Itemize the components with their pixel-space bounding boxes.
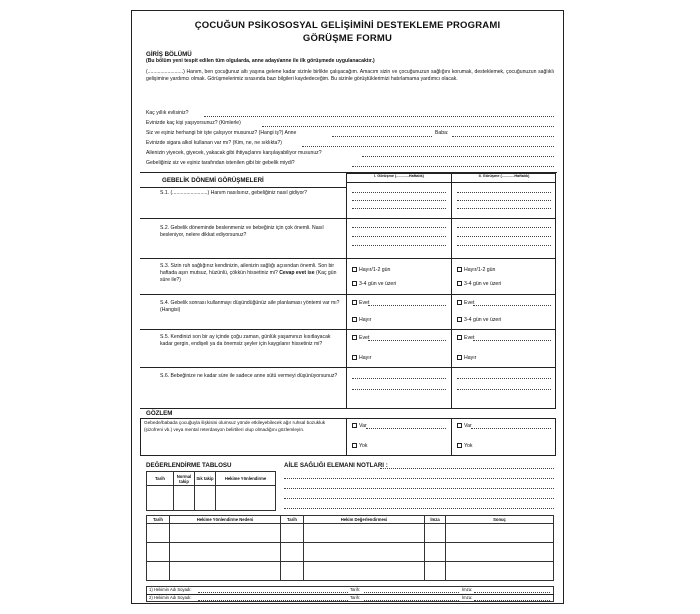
s6-line-1[interactable] — [352, 389, 446, 390]
father-label: Baba: — [435, 130, 449, 136]
signature-1-date-line[interactable] — [364, 592, 459, 593]
question-marriage-years: Kaç yıllık evlisiniz? — [146, 110, 189, 116]
checkbox-icon[interactable] — [352, 335, 357, 340]
row-divider — [140, 329, 556, 330]
answer-line[interactable] — [262, 126, 554, 127]
s2-line-1[interactable] — [352, 245, 446, 246]
checkbox-icon[interactable] — [352, 300, 357, 305]
signature-2-sign: İmza: — [462, 595, 473, 600]
referral-cell[interactable] — [446, 524, 554, 543]
eval-cell[interactable] — [147, 486, 174, 511]
signature-2-sign-line[interactable] — [474, 600, 550, 601]
referral-cell[interactable] — [170, 524, 281, 543]
answer-line[interactable] — [362, 156, 554, 157]
evaluation-table — [146, 471, 276, 511]
referral-cell[interactable] — [304, 543, 425, 562]
form-title: ÇOCUĞUN PSİKOSOSYAL GELİŞİMİNİ DESTEKLEME PROGRAMI — [194, 20, 501, 31]
signature-2-date-line[interactable] — [364, 600, 459, 601]
referral-col-date: Tarih — [147, 516, 170, 524]
s4-option-no-col1[interactable]: Hayır — [352, 317, 371, 324]
s5-option-yes-col2[interactable]: Evet — [457, 335, 474, 342]
checkbox-icon[interactable] — [457, 317, 462, 322]
notes-line[interactable] — [284, 508, 554, 509]
family-notes-heading: AİLE SAĞLIĞI ELEMANI NOTLARI : — [284, 462, 388, 469]
eval-cell[interactable] — [174, 486, 195, 511]
signature-1-sign-line[interactable] — [474, 592, 550, 593]
checkbox-icon[interactable] — [457, 300, 462, 305]
s2-line-1[interactable] — [352, 227, 446, 228]
question-household: Evinizde kaç kişi yaşıyorsunuz? (Kimlerle) — [146, 120, 241, 126]
signature-1-sign: İmza: — [462, 587, 473, 592]
checkbox-icon[interactable] — [352, 317, 357, 322]
referral-cell[interactable] — [170, 543, 281, 562]
row-divider — [140, 367, 556, 368]
referral-cell[interactable] — [170, 562, 281, 581]
question-s3: S.3. Sizin ruh sağlığınız kendinizin, ailenizin sağlığı açısından önemli. Son bir haftada aşırı mutsuz, hüzünlü, çökkün hissetiniz mi? Cevap evet ise (Kaç gün süre ile?) — [160, 263, 337, 283]
signature-1-date: Tarih: — [350, 587, 361, 592]
s5-yes-line[interactable] — [368, 340, 446, 341]
pregnancy-heading: GEBELİK DÖNEMİ GÖRÜŞMELERİ — [162, 177, 264, 184]
s1-line-2[interactable] — [457, 200, 551, 201]
observation-var-col2[interactable]: Var — [457, 423, 472, 430]
question-s1: S.1. (.........................) Hanım nasılsınız, gebeliğiniz nasıl gidiyor? — [160, 190, 307, 196]
s3-option-1-col1[interactable]: Hayır/1-2 gün — [352, 267, 390, 274]
notes-line[interactable] — [380, 468, 554, 469]
s1-line-1[interactable] — [352, 200, 446, 201]
referral-cell[interactable] — [147, 524, 170, 543]
intro-heading: GİRİŞ BÖLÜMÜ — [146, 51, 192, 58]
signature-2-date: Tarih: — [350, 595, 361, 600]
observation-var-line[interactable] — [471, 428, 551, 429]
referral-cell[interactable] — [425, 562, 446, 581]
checkbox-icon[interactable] — [457, 443, 462, 448]
observation-var-col1[interactable]: Var — [352, 423, 367, 430]
answer-line-mother[interactable] — [332, 136, 432, 137]
question-s4: S.4. Gebelik sonrası kullanmayı düşündüğünüz aile planlaması yöntemi var mı? (Hangisi) — [160, 300, 340, 313]
question-needs: Ailenizin yiyecek, giyecek, yakacak gibi ihtiyaçlarını karşılayabiliyor musunuz? — [146, 150, 322, 156]
referral-cell[interactable] — [304, 524, 425, 543]
signature-2-label: 2) Hekimin Adı Soyadı: — [149, 595, 192, 600]
s5-option-no-col2[interactable]: Hayır — [457, 355, 476, 362]
referral-cell[interactable] — [147, 543, 170, 562]
grid-divider — [451, 418, 452, 456]
answer-line[interactable] — [204, 116, 554, 117]
grid-divider — [451, 173, 452, 409]
s4-yes-line[interactable] — [473, 305, 551, 306]
notes-line[interactable] — [284, 488, 554, 489]
interview-2-header: II. Görüşme (............Haftalık) — [478, 174, 530, 178]
s6-line-1[interactable] — [352, 378, 446, 379]
checkbox-icon[interactable] — [352, 423, 357, 428]
intro-note: (Bu bölüm yeni tespit edilen tüm olgularda, anne adayı/anne ile ilk görüşmede uygulanacaktır.) — [146, 58, 375, 64]
s1-line-1[interactable] — [352, 208, 446, 209]
grid-divider — [346, 182, 556, 183]
observation-heading: GÖZLEM — [146, 410, 173, 417]
eval-col-date: Tarih — [147, 472, 174, 486]
row-divider — [140, 218, 556, 219]
answer-line-father[interactable] — [452, 136, 554, 137]
checkbox-icon[interactable] — [352, 281, 357, 286]
referral-col-date2: Tarih — [281, 516, 304, 524]
question-s5: S.5. Kendinizi son bir ay içinde çoğu zaman, günlük yaşamınızı kısıtlayacak kadar gergin, endişeli ya da önemsiz şeyler için kaygılanır hissetiniz mi? — [160, 334, 331, 347]
question-employment: Siz ve eşiniz herhangi bir işte çalışıyor musunuz? (Hangi iş?) Anne — [146, 130, 297, 136]
s1-line-1[interactable] — [352, 192, 446, 193]
s2-line-2[interactable] — [457, 236, 551, 237]
referral-cell[interactable] — [425, 524, 446, 543]
referral-table — [146, 515, 554, 581]
notes-line[interactable] — [284, 498, 554, 499]
checkbox-icon[interactable] — [352, 355, 357, 360]
divider — [140, 187, 346, 188]
intro-paragraph: (.........................) Hanım, ben çocuğunuz altı yaşına gelene kadar sizinle birlikte çalışacağım. Amacım sizin ve çocuğunuzun sağlığını korumak, desteklemek, çocuğunuzun sağlıklı gelişimine yardımcı olmak. Görüşmelerimiz sırasında bazı bilgileri kaydedeceğim. Bu sizinle görüştüklerimizi hatırlamama yardımcı olacak. — [146, 69, 554, 82]
s1-line-2[interactable] — [457, 208, 551, 209]
observation-yok-col2[interactable]: Yok — [457, 443, 472, 450]
referral-col-assessment: Hekim Değerlendirmesi — [304, 516, 425, 524]
s5-option-yes-col1[interactable]: Evet — [352, 335, 369, 342]
checkbox-icon[interactable] — [457, 267, 462, 272]
eval-cell[interactable] — [195, 486, 216, 511]
evaluation-heading: DEĞERLENDİRME TABLOSU — [146, 462, 232, 469]
observation-var-line[interactable] — [366, 428, 446, 429]
notes-line[interactable] — [284, 478, 554, 479]
s6-line-2[interactable] — [457, 378, 551, 379]
referral-cell[interactable] — [281, 562, 304, 581]
eval-col-referral: Hekime Yönlendirme — [216, 472, 276, 486]
s2-line-2[interactable] — [457, 245, 551, 246]
referral-cell[interactable] — [147, 562, 170, 581]
referral-cell[interactable] — [281, 543, 304, 562]
eval-cell[interactable] — [216, 486, 276, 511]
checkbox-icon[interactable] — [457, 355, 462, 360]
interview-form-page — [131, 10, 564, 604]
question-smoking: Evinizde sigara alkol kullanan var mı? (Kim, ne, ne sıklıkta?) — [146, 140, 282, 146]
referral-cell[interactable] — [446, 543, 554, 562]
referral-cell[interactable] — [425, 543, 446, 562]
row-divider — [140, 294, 556, 295]
s3-option-2-col2[interactable]: 3-4 gün ve üzeri — [457, 281, 501, 288]
answer-line[interactable] — [302, 146, 554, 147]
s4-option-yes-col2[interactable]: Evet — [457, 300, 474, 307]
s5-option-no-col1[interactable]: Hayır — [352, 355, 371, 362]
checkbox-icon[interactable] — [457, 281, 462, 286]
checkbox-icon[interactable] — [457, 423, 462, 428]
row-divider — [140, 408, 556, 409]
s1-line-2[interactable] — [457, 192, 551, 193]
checkbox-icon[interactable] — [457, 335, 462, 340]
s4-option-yes-col1[interactable]: Evet — [352, 300, 369, 307]
s2-line-2[interactable] — [457, 227, 551, 228]
s6-line-2[interactable] — [457, 389, 551, 390]
referral-col-reason: Hekime Yönlendirme Nedeni — [170, 516, 281, 524]
s2-line-1[interactable] — [352, 236, 446, 237]
row-divider — [140, 258, 556, 259]
signature-1-name-line[interactable] — [198, 592, 348, 593]
signature-2-name-line[interactable] — [198, 600, 348, 601]
question-s2: S.2. Gebelik döneminde beslenmeniz ve bebeğiniz için çok önemli. Nasıl besleniyor, nelere dikkat ediyorsunuz? — [160, 225, 324, 238]
checkbox-icon[interactable] — [352, 267, 357, 272]
checkbox-icon[interactable] — [352, 443, 357, 448]
eval-col-normal: Normal takip — [174, 472, 195, 486]
answer-line[interactable] — [352, 166, 554, 167]
referral-col-result: Sonuç — [446, 516, 554, 524]
eval-col-frequent: Sık takip — [195, 472, 216, 486]
s4-yes-line[interactable] — [368, 305, 446, 306]
s3-option-1-col2[interactable]: Hayır/1-2 gün — [457, 267, 495, 274]
form-subtitle: GÖRÜŞME FORMU — [302, 33, 393, 44]
question-s6: S.6. Bebeğinize ne kadar süre ile sadece anne sütü vermeyi düşünüyorsunuz? — [160, 373, 338, 379]
observation-text: Gebede/babada çocuğuyla ilişkisini olumsuz yönde etkileyebilecek ağır ruhsal bozukluk (şizofreni vb.) veya mental reterdasyon belirtileri olup olmadığını gözlemleyin. — [144, 420, 326, 432]
signature-1-label: 1) Hekimin Adı Soyadı: — [149, 587, 192, 592]
grid-divider — [346, 418, 347, 456]
observation-yok-col1[interactable]: Yok — [352, 443, 367, 450]
question-wanted-pregnancy: Gebeliğiniz siz ve eşiniz tarafından istenilen gibi bir gebelik miydi? — [146, 160, 295, 166]
referral-cell[interactable] — [446, 562, 554, 581]
s3-option-2-col1[interactable]: 3-4 gün ve üzeri — [352, 281, 396, 288]
s4-option-2-col2[interactable]: 3-4 gün ve üzeri — [457, 317, 501, 324]
s5-yes-line[interactable] — [473, 340, 551, 341]
referral-cell[interactable] — [304, 562, 425, 581]
interview-1-header: I. Görüşme (............Haftalık) — [374, 174, 424, 178]
referral-col-signature: İmza — [425, 516, 446, 524]
referral-cell[interactable] — [281, 524, 304, 543]
